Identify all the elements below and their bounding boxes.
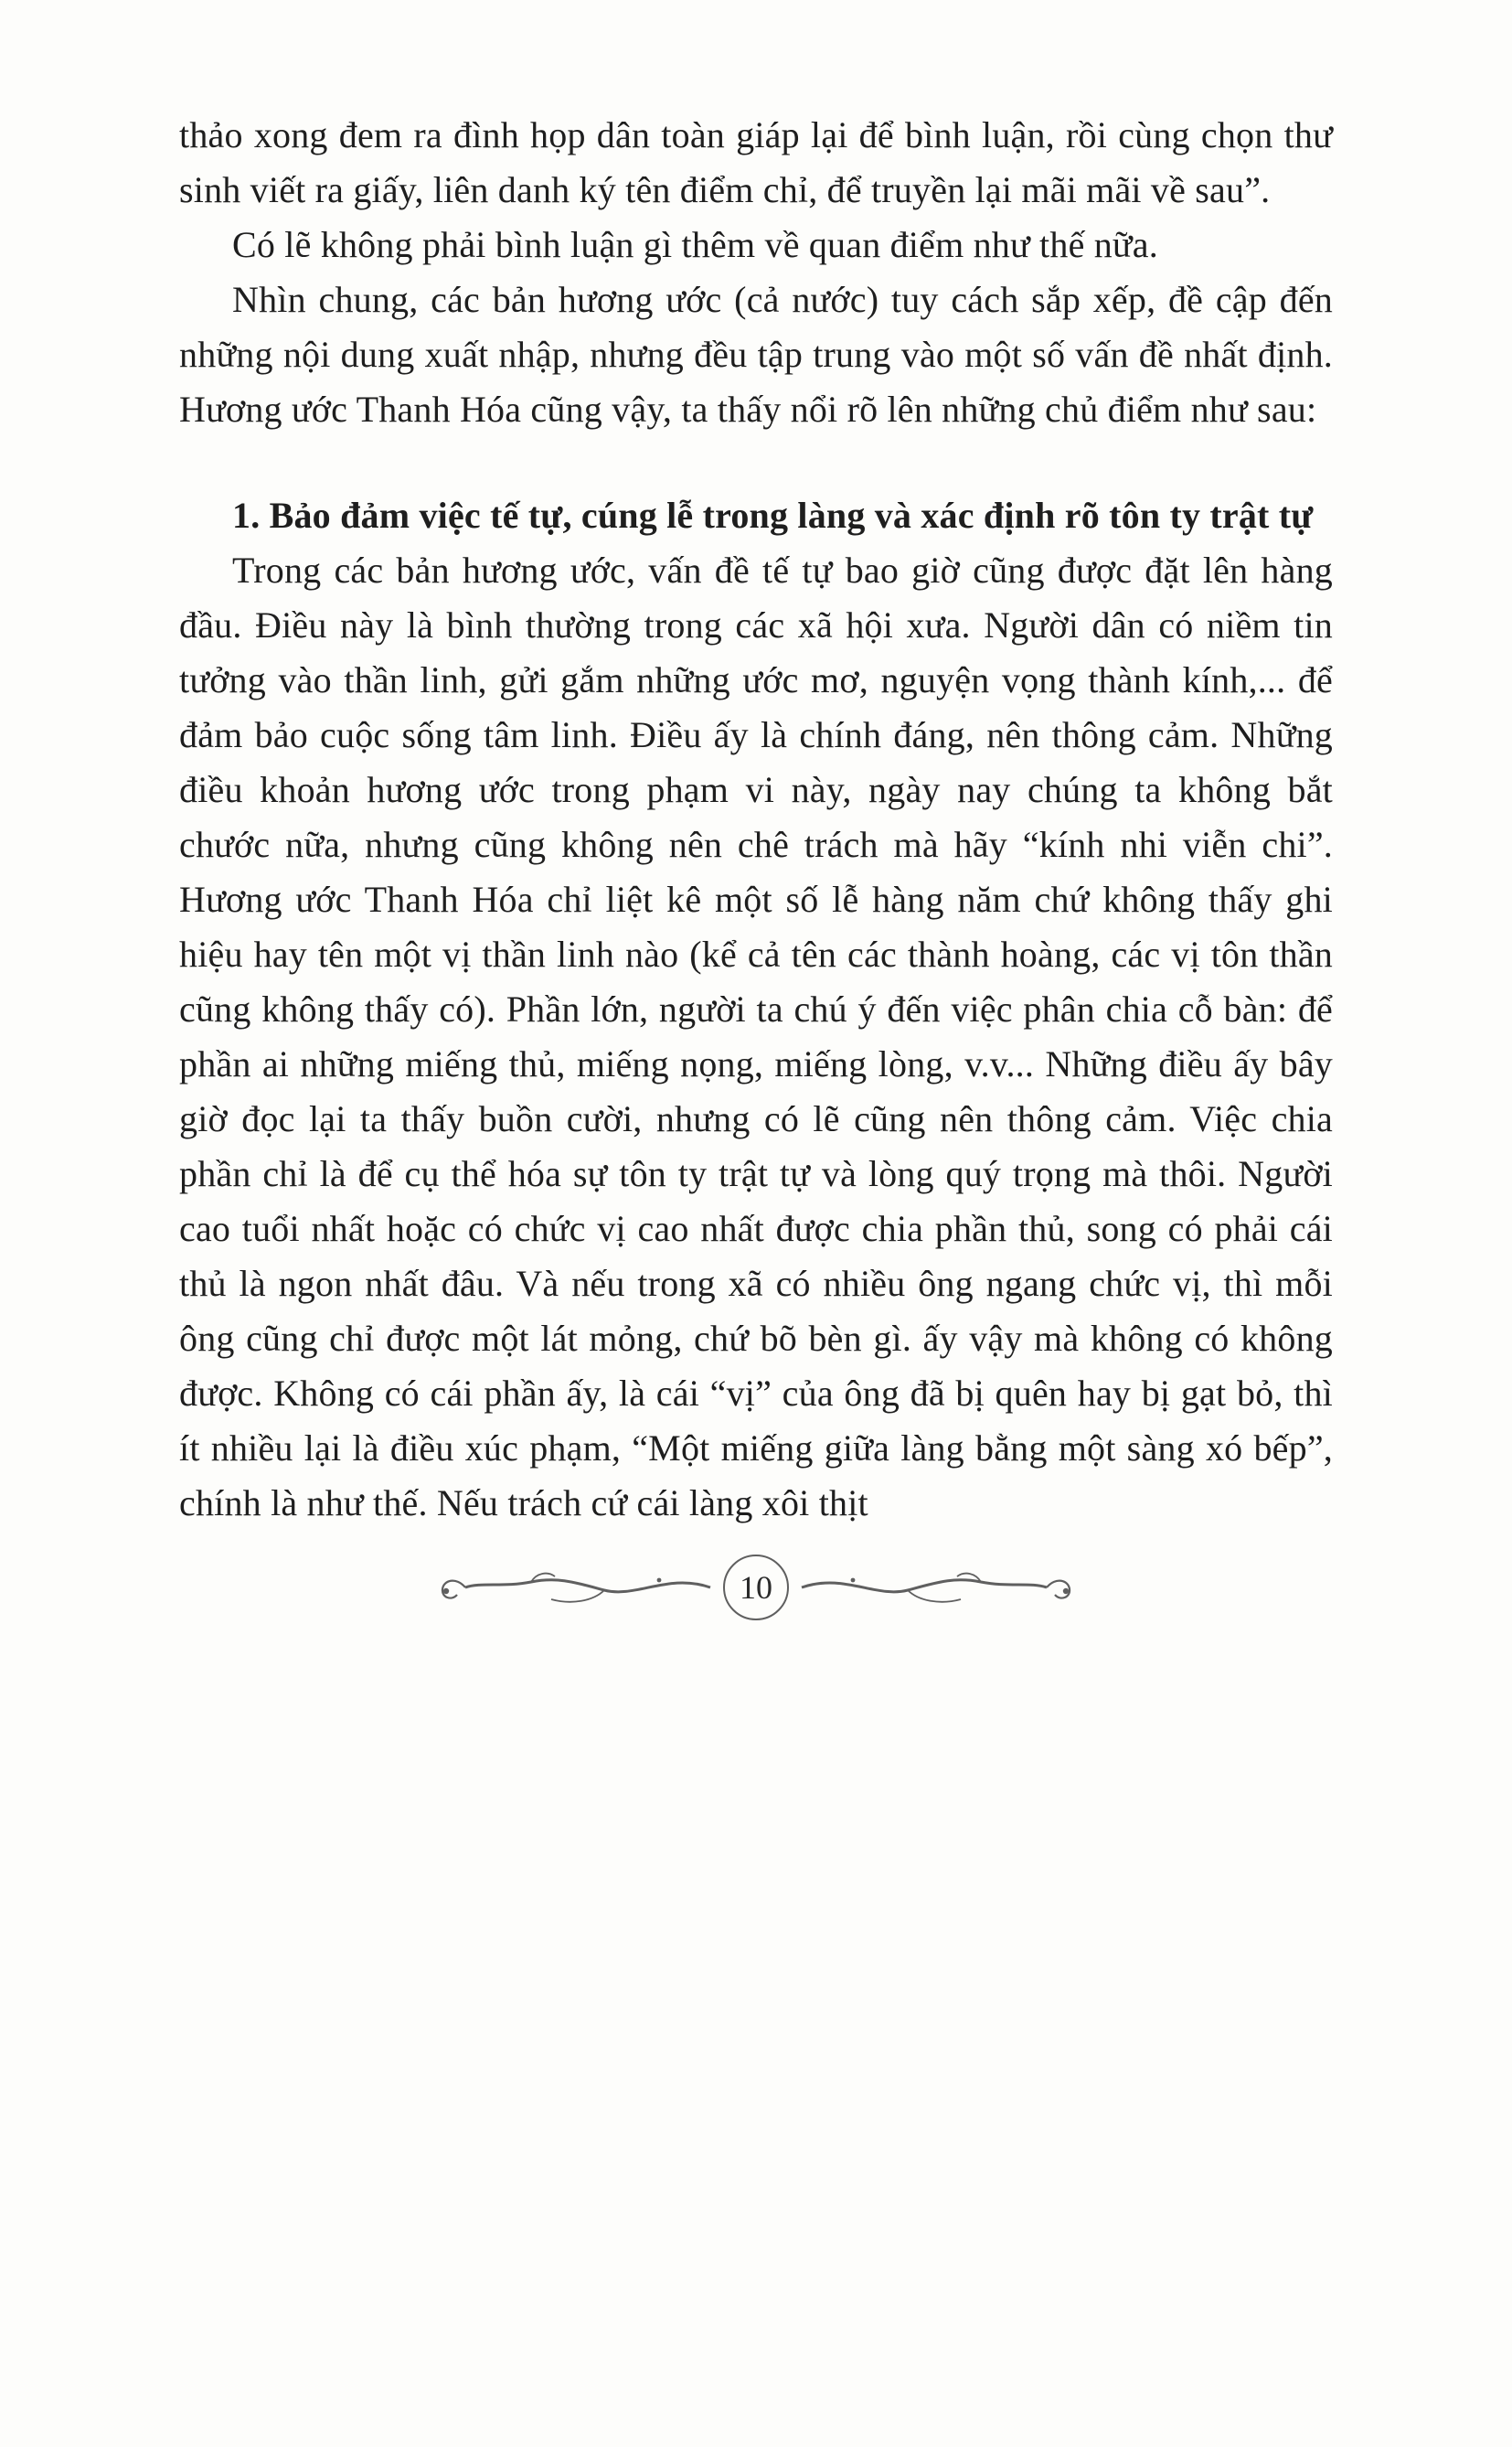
paragraph-continuation: thảo xong đem ra đình họp dân toàn giáp lại để bình luận, rồi cùng chọn thư sinh viết ra giấy, liên danh ký tên điểm chỉ, để truyền lại mãi mãi về sau”. xyxy=(179,114,1333,210)
paragraph-body: Trong các bản hương ước, vấn đề tế tự bao giờ cũng được đặt lên hàng đầu. Điều này là bình thường trong các xã hội xưa. Người dân có niềm tin tưởng vào thần linh, gửi gắm những ước mơ, nguyện vọng thành kính,... để đảm bảo cuộc sống tâm linh. Điều ấy là chính đáng, nên thông cảm. Những điều khoản hương ước trong phạm vi này, ngày nay chúng ta không bắt chước nữa, nhưng cũng không nên chê trách mà hãy “kính nhi viễn chi”. Hương ước Thanh Hóa chỉ liệt kê một số lễ hàng năm chứ không thấy ghi hiệu hay tên một vị thần linh nào (kể cả tên các thành hoàng, các vị tôn thần cũng không thấy có). Phần lớn, người ta chú ý đến việc phân chia cỗ bàn: để phần ai những miếng thủ, miếng nọng, miếng lòng, v.v... Những điều ấy bây giờ đọc lại ta thấy buồn cười, nhưng có lẽ cũng nên thông cảm. Việc chia phần chỉ là để cụ thể hóa sự tôn ty trật tự và lòng quý trọng mà thôi. Người cao tuổi nhất hoặc có chức vị cao nhất được chia phần thủ, song có phải cái thủ là ngon nhất đâu. Và nếu trong xã có nhiều ông ngang chức vị, thì mỗi ông cũng chỉ được một lát mỏng, chứ bõ bèn gì. ấy vậy mà không có không được. Không có cái phần ấy, là cái “vị” của ông đã bị quên hay bị gạt bỏ, thì ít nhiều lại là điều xúc phạm, “Một miếng giữa làng bằng một sàng xó bếp”, chính là như thế. Nếu trách cứ cái làng xôi thịt xyxy=(179,550,1333,1523)
text-block xyxy=(179,108,1333,1531)
section-heading: 1. Bảo đảm việc tế tự, cúng lễ trong làng và xác định rõ tôn ty trật tự xyxy=(232,495,1314,536)
paragraph-overview: Nhìn chung, các bản hương ước (cả nước) tuy cách sắp xếp, đề cập đến những nội dung xuất nhập, nhưng đều tập trung vào một số vấn đề nhất định. Hương ước Thanh Hóa cũng vậy, ta thấy nổi rõ lên những chủ điểm như sau: xyxy=(179,279,1333,430)
paragraph-remark: Có lẽ không phải bình luận gì thêm về quan điểm như thế nữa. xyxy=(232,224,1158,265)
page-number: 10 xyxy=(723,1555,789,1620)
ornament-right-icon xyxy=(798,1560,1072,1615)
page-footer xyxy=(179,1555,1333,1620)
ornament-left-icon xyxy=(440,1560,714,1615)
